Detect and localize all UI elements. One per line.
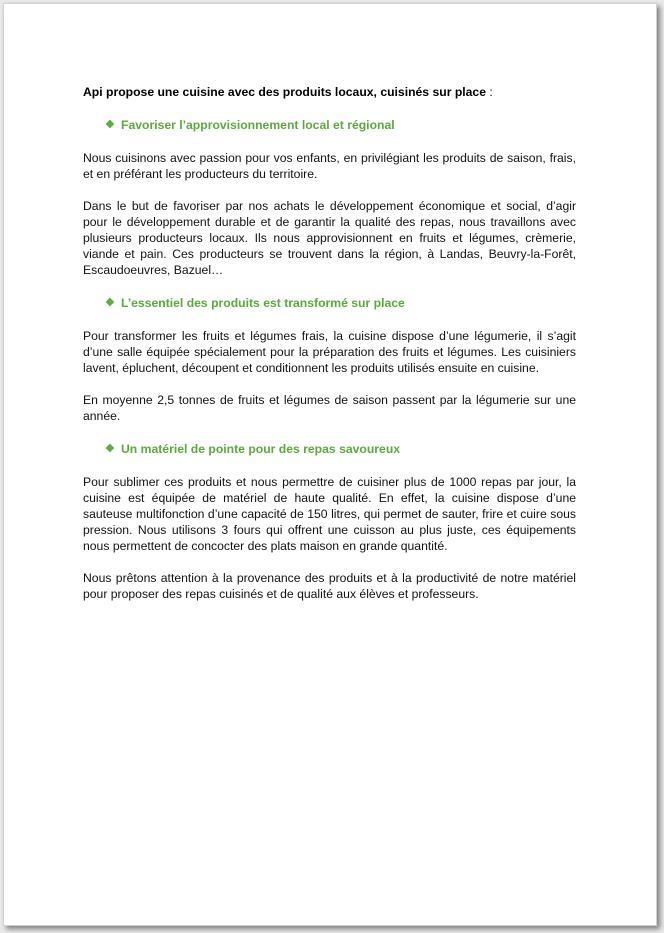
section-heading-text: Favoriser l’approvisionnement local et régional [121, 118, 395, 132]
intro-line [83, 84, 576, 100]
paragraph: Nous cuisinons avec passion pour vos enfants, en privilégiant les produits de saison, frais, et en préférant les producteurs du territoire. [83, 151, 576, 181]
section-heading-text: Un matériel de pointe pour des repas savoureux [121, 442, 401, 456]
paragraph: Nous prêtons attention à la provenance des produits et à la productivité de notre matériel pour proposer des repas cuisinés et de qualité aux élèves et professeurs. [83, 571, 576, 601]
section-heading-local-sourcing [105, 117, 576, 133]
intro-text: Api propose une cuisine avec des produits locaux, cuisinés sur place [83, 85, 486, 99]
document-page [3, 3, 657, 926]
section-heading-equipment [105, 441, 576, 457]
document-content [83, 84, 576, 602]
paragraph: Pour sublimer ces produits et nous permettre de cuisiner plus de 1000 repas par jour, la cuisine est équipée de matériel de haute qualité. En effet, la cuisine dispose d’une sauteuse multifonction d’une capacité de 150 litres, qui permet de sauter, frire et cuire sous pression. Nous utilisons 3 fours qui offrent une cuisson au plus juste, ces équipements nous permettent de concocter des plats maison en grande quantité. [83, 475, 576, 553]
paragraph: Dans le but de favoriser par nos achats le développement économique et social, d’agir pour le développement durable et de garantir la qualité des repas, nous travaillons avec plusieurs producteurs locaux. Ils nous approvisionnent en fruits et légumes, crèmerie, viande et pain. Ces producteurs se trouvent dans la région, à Landas, Beuvry-la-Forêt, Escaudoeuvres, Bazuel… [83, 199, 576, 277]
diamond-bullet-icon: ❖ [105, 119, 115, 131]
section-heading-text: L’essentiel des produits est transformé sur place [121, 296, 405, 310]
diamond-bullet-icon: ❖ [105, 297, 115, 309]
diamond-bullet-icon: ❖ [105, 443, 115, 455]
paragraph: En moyenne 2,5 tonnes de fruits et légumes de saison passent par la légumerie sur une année. [83, 393, 576, 423]
section-heading-on-site-processing [105, 295, 576, 311]
intro-colon: : [486, 85, 493, 99]
paragraph: Pour transformer les fruits et légumes frais, la cuisine dispose d’une légumerie, il s’agit d’une salle équipée spécialement pour la préparation des fruits et légumes. Les cuisiniers lavent, épluchent, découpent et conditionnent les produits utilisés ensuite en cuisine. [83, 329, 576, 375]
